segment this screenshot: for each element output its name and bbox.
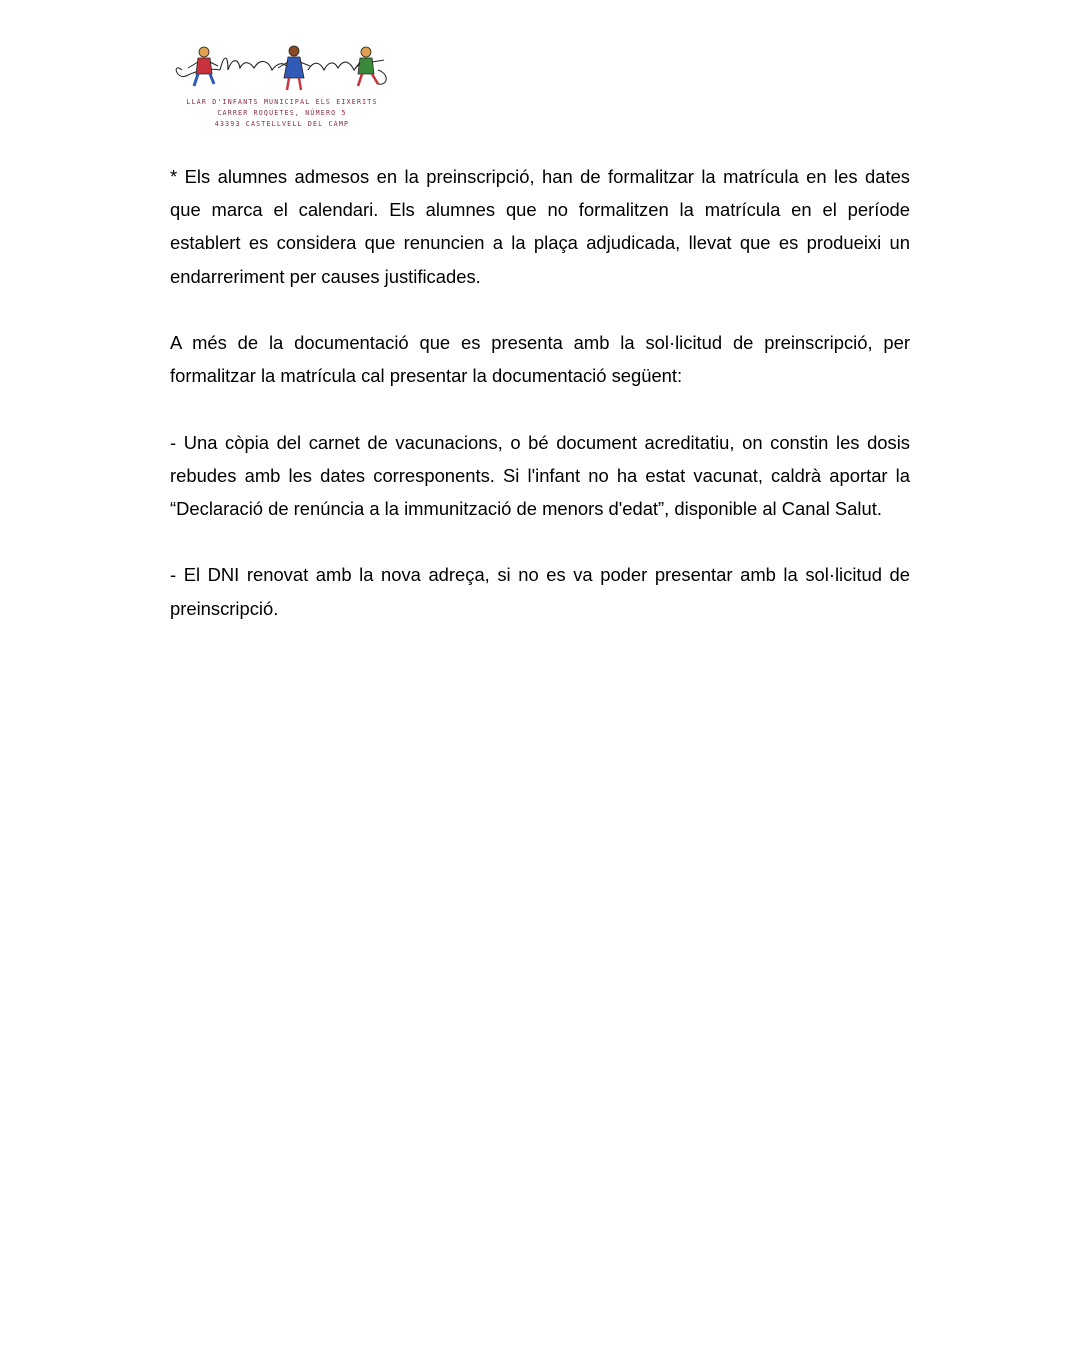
paragraph-dni-renewed: - El DNI renovat amb la nova adreça, si no es va poder presentar amb la sol·licitud de preinscripció.: [170, 564, 910, 619]
school-logo: [168, 40, 396, 140]
paragraph-vaccination-card: - Una còpia del carnet de vacunacions, o bé document acreditatiu, on constin les dosis rebudes amb les dates corresponents. Si l'infant no ha estat vacunat, caldrà aportar la “Declaració de renúncia a la immunització de menors d'edat”, disponible al Canal Salut.: [170, 431, 910, 519]
school-address: [168, 97, 396, 130]
children-drawing-logo: [168, 40, 396, 98]
paragraph-enrollment-deadline: * Els alumnes admesos en la preinscripció, han de formalitzar la matrícula en les dates que marca el calendari. Els alumnes que no formalitzen la matrícula en el període establert es considera que renuncien a la plaça adjudicada, llevat que es produeixi un endarreriment per causes justificades.: [170, 166, 910, 287]
school-street-line: CARRER ROQUETES, NÚMERO 5: [217, 109, 347, 117]
school-name-line: LLAR D'INFANTS MUNICIPAL ELS EIXERITS: [186, 98, 378, 106]
school-town-line: 43393 CASTELLVELL DEL CAMP: [214, 120, 350, 128]
paragraph-documentation-intro: A més de la documentació que es presenta amb la sol·licitud de preinscripció, per formalitzar la matrícula cal presentar la documentació següent:: [170, 332, 910, 387]
document-body: [170, 160, 910, 625]
child-figure-right: [354, 47, 384, 86]
child-figure-middle: [278, 46, 310, 90]
child-figure-left: [188, 47, 218, 86]
